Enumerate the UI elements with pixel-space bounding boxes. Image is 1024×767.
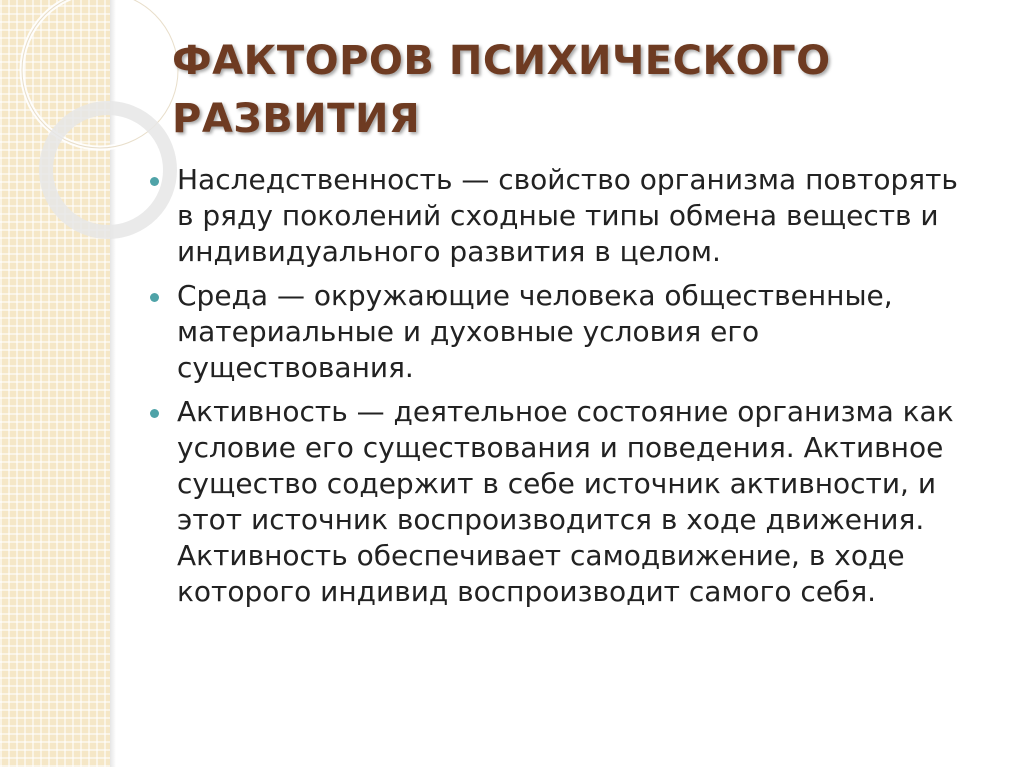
slide-title-line1: ФАКТОРОВ ПСИХИЧЕСКОГО <box>172 38 831 84</box>
bullet-text: Наследственность — свойство организма повторять в ряду поколений сходные типы обмена веществ и индивидуального развития в целом. <box>177 163 958 268</box>
side-strip-shadow <box>110 0 116 767</box>
bullet-list <box>150 162 980 618</box>
slide-title <box>172 32 972 148</box>
bullet-text: Среда — окружающие человека общественные, материальные и духовные условия его существования. <box>177 279 893 384</box>
bullet-heredity <box>150 162 980 270</box>
bullet-dot-icon <box>150 293 159 302</box>
bullet-text: Активность — деятельное состояние организма как условие его существования и поведения. Активное существо содержит в себе источник активности, и этот источник воспроизводится в ходе движения. Активность обеспечивает самодвижение, в ходе которого индивид воспроизводит самого себя. <box>177 395 954 608</box>
decorative-side-strip <box>0 0 110 767</box>
slide-title-line2: РАЗВИТИЯ <box>172 96 421 142</box>
bullet-dot-icon <box>150 409 159 418</box>
bullet-activity <box>150 394 980 610</box>
bullet-environment <box>150 278 980 386</box>
bullet-dot-icon <box>150 177 159 186</box>
